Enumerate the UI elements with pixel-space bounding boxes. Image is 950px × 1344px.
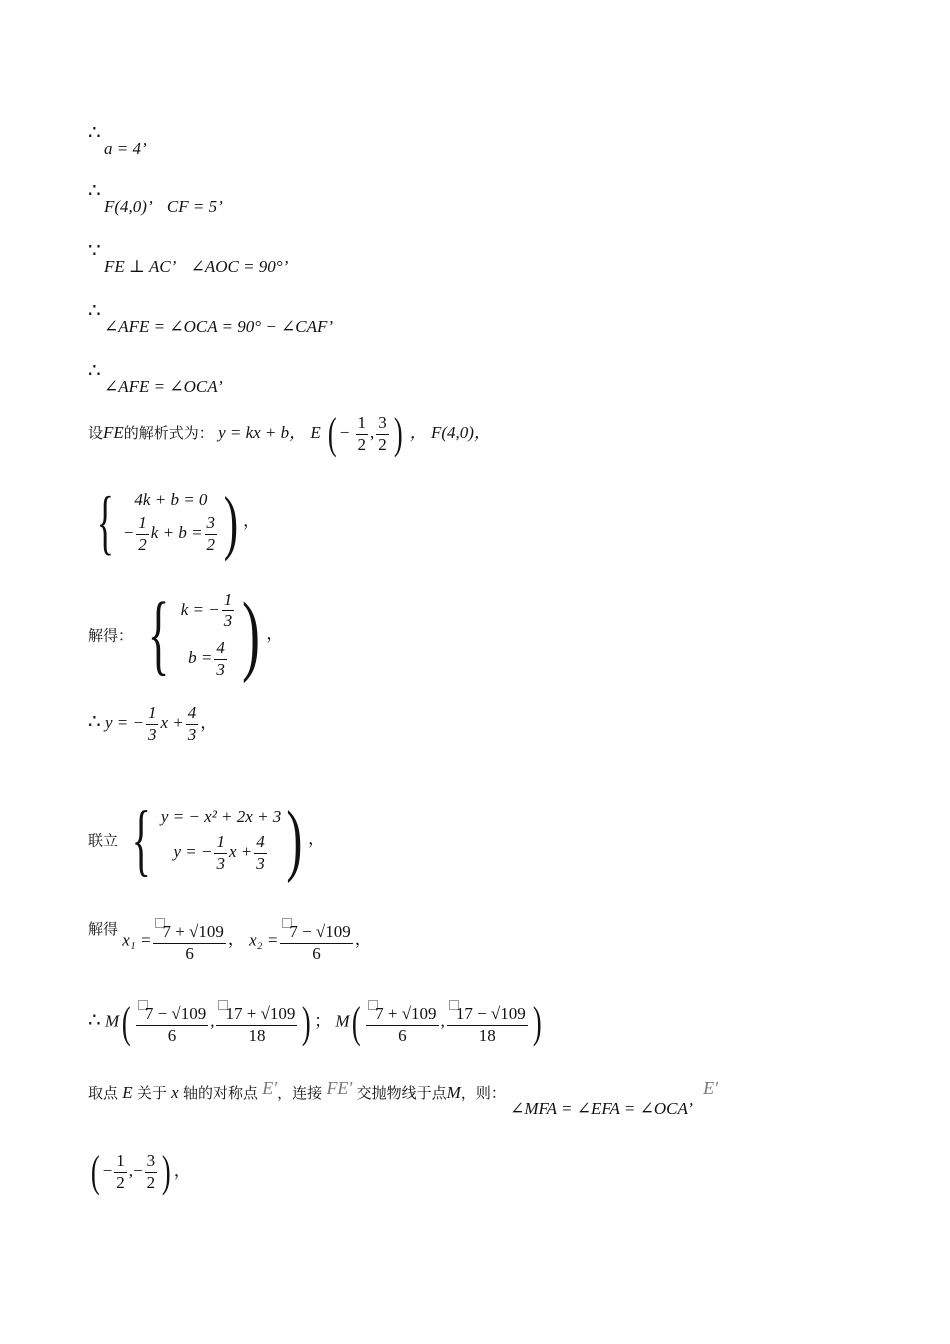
- numerator: [366, 1000, 438, 1026]
- text: E′: [703, 1078, 719, 1098]
- equation: ∠AFE = ∠OCA = 90° − ∠CAF’: [104, 317, 334, 336]
- text: 交抛物线于点: [356, 1084, 447, 1102]
- numerator: 3: [205, 514, 218, 535]
- text: y = −: [173, 841, 213, 861]
- denominator: 3: [216, 853, 225, 873]
- numerator: 1: [214, 833, 227, 854]
- fe-line-equation: [88, 704, 217, 744]
- fraction: [376, 414, 389, 454]
- text: E′: [262, 1078, 278, 1098]
- sign: −: [133, 1160, 143, 1180]
- text: y = −: [104, 713, 144, 733]
- text: M: [446, 1083, 461, 1102]
- angle-equation: ∠MFA = ∠EFA = ∠OCA’: [510, 1099, 693, 1118]
- close-paren: ): [286, 796, 303, 884]
- numerator-text: 7 + √109: [375, 1004, 437, 1023]
- text: ，: [354, 929, 372, 949]
- solution-k-b: [88, 585, 284, 684]
- close-paren: ): [223, 482, 239, 562]
- numerator: 1: [356, 414, 369, 435]
- denominator: 6: [167, 1025, 177, 1045]
- fraction: [254, 833, 267, 873]
- step-a-equals-4: [88, 120, 147, 159]
- system-rows: [161, 807, 281, 873]
- text: x: [171, 1083, 179, 1102]
- numerator: 4: [186, 704, 199, 725]
- system-row: [161, 833, 281, 873]
- numerator: 3: [145, 1152, 158, 1173]
- fraction: [136, 1000, 208, 1045]
- denominator: 3: [216, 659, 225, 679]
- close-paren: ): [242, 585, 261, 684]
- cf-length: CF = 5’: [166, 197, 223, 216]
- label: 联立: [88, 831, 119, 850]
- sign: −: [339, 422, 350, 442]
- text: ，: [307, 828, 325, 848]
- system-row: [123, 514, 219, 554]
- denominator: 2: [206, 534, 216, 554]
- point-f: F(4,0)’: [104, 197, 153, 216]
- text: 的解析式为：: [123, 423, 214, 442]
- system-rows: [123, 490, 219, 554]
- numerator-text: 7 + √109: [162, 922, 224, 941]
- denominator: 6: [185, 943, 194, 963]
- text: 关于: [136, 1084, 167, 1102]
- step-angle-equal: [88, 358, 223, 397]
- numerator: [447, 1000, 528, 1026]
- denominator: 3: [256, 853, 265, 873]
- equation: a = 4’: [104, 139, 147, 158]
- left-brace: {: [148, 585, 170, 684]
- step-angle-relation: [88, 298, 333, 337]
- text: 取点: [88, 1084, 119, 1102]
- close-paren: ): [393, 409, 403, 458]
- text: E: [122, 1083, 133, 1102]
- system-row: [181, 639, 237, 679]
- numerator: 1: [114, 1152, 127, 1173]
- fraction: [146, 704, 159, 744]
- numerator: [280, 918, 352, 944]
- text: ，: [173, 1160, 191, 1180]
- left-brace: {: [131, 796, 152, 884]
- text: ；: [314, 1011, 332, 1031]
- left-brace: {: [96, 482, 114, 562]
- point-f: ， F(4,0)，: [409, 422, 491, 442]
- text: ，: [243, 510, 261, 530]
- point-e-label: E: [310, 422, 321, 442]
- label: 解得: [88, 920, 119, 938]
- text: FE: [103, 422, 124, 442]
- close-paren: ): [302, 997, 312, 1047]
- e-prime-coordinates: ( − $\frac{1}{2}$ ,− $\frac{3}{2}$ ) ，: [90, 1147, 191, 1196]
- fraction: [153, 918, 225, 963]
- denominator: 6: [312, 943, 321, 963]
- therefore-symbol: ∴: [88, 711, 101, 734]
- numerator-text: 7 − √109: [289, 922, 351, 941]
- fraction: [447, 1000, 528, 1045]
- numerator-text: 17 − √109: [455, 1004, 526, 1023]
- system-row: y = − x² + 2x + 3: [160, 806, 282, 826]
- numerator: [136, 1000, 208, 1026]
- reflection-step: [88, 1078, 718, 1119]
- fraction: [216, 1000, 297, 1045]
- text: ，则：: [460, 1084, 506, 1102]
- text: b =: [188, 648, 213, 668]
- fraction: [356, 414, 369, 454]
- close-paren: ): [162, 1147, 171, 1196]
- denominator: 2: [146, 1172, 156, 1192]
- text: ，: [200, 713, 218, 733]
- because-symbol: ∵: [88, 240, 101, 262]
- therefore-symbol: ∴: [88, 360, 101, 382]
- open-paren: (: [352, 997, 362, 1047]
- therefore-symbol: ∴: [88, 300, 101, 322]
- sign: −: [122, 522, 135, 542]
- numerator: 1: [136, 514, 149, 535]
- denominator: 3: [223, 611, 233, 631]
- text: ，连接: [277, 1084, 323, 1102]
- open-paren: (: [90, 1147, 100, 1196]
- numerator-text: 17 + √109: [225, 1004, 296, 1023]
- fraction: [214, 639, 227, 679]
- text: 设: [88, 423, 104, 442]
- numerator: 4: [214, 639, 227, 660]
- text: ，: [227, 929, 245, 949]
- label: 解得：: [88, 626, 134, 645]
- right-angle-statement: ∠AOC = 90°’: [190, 257, 289, 276]
- perpendicular-statement: FE ⊥ AC’: [104, 257, 177, 276]
- text: 轴的对称点: [182, 1084, 258, 1102]
- numerator: 4: [254, 833, 267, 854]
- line-equation: y = kx + b，: [218, 422, 307, 442]
- equation-system-1: [88, 482, 261, 562]
- numerator-text: 7 − √109: [144, 1004, 207, 1023]
- numerator: [216, 1000, 297, 1026]
- x2-label: x₂ =: [249, 930, 279, 950]
- denominator: 2: [116, 1172, 125, 1192]
- fraction: [280, 918, 352, 963]
- fraction: [214, 833, 227, 873]
- text: ，: [266, 623, 284, 643]
- fraction: [205, 514, 218, 554]
- denominator: 2: [138, 534, 147, 554]
- system-row: [181, 591, 237, 631]
- text: x +: [228, 841, 253, 861]
- fraction: [366, 1000, 438, 1045]
- m-points: ∴ M( $\frac{7 - √109}{6}$ , $\frac{17 + √109}{18}$ ) ； M( $\frac{7 + √109}{6}$ , $\frac{17 - √109}{18}$ ): [88, 997, 542, 1047]
- fraction: [114, 1152, 127, 1192]
- denominator: 18: [478, 1025, 496, 1045]
- fraction: [145, 1152, 158, 1192]
- system-rows: [181, 591, 237, 680]
- step-f-point: [88, 178, 223, 217]
- fraction: [186, 704, 199, 744]
- therefore-symbol: ∴: [88, 180, 101, 202]
- denominator: 3: [187, 724, 197, 744]
- equation: ∠AFE = ∠OCA’: [104, 377, 223, 396]
- step-fe-expression: 设FE的解析式为： y = kx + b， E ( − $\frac{1}{2}$ , $\frac{3}{2}$ ) ， F(4,0)，: [88, 409, 491, 458]
- text: k + b =: [150, 522, 203, 542]
- text: x +: [160, 713, 184, 733]
- numerator: 3: [376, 414, 389, 435]
- denominator: 18: [248, 1025, 266, 1045]
- denominator: 2: [378, 434, 387, 454]
- sign: −: [102, 1160, 113, 1180]
- system-row: 4k + b = 0: [134, 489, 208, 509]
- numerator: 1: [222, 591, 235, 612]
- denominator: 3: [147, 724, 157, 744]
- text: k = −: [180, 599, 220, 619]
- denominator: 2: [357, 434, 367, 454]
- fraction: [222, 591, 235, 631]
- numerator: [153, 918, 225, 944]
- step-perpendicular: [88, 238, 288, 277]
- therefore-symbol: ∴: [88, 122, 101, 144]
- numerator: 1: [146, 704, 159, 725]
- text: FE′: [326, 1078, 353, 1098]
- joint-system: [88, 796, 325, 884]
- open-paren: (: [327, 409, 337, 458]
- close-paren: ): [532, 997, 542, 1047]
- point-m-label: M: [335, 1011, 350, 1031]
- point-m-label: M: [104, 1011, 120, 1031]
- therefore-symbol: ∴: [88, 1009, 101, 1032]
- fraction: [136, 514, 149, 554]
- denominator: 6: [398, 1025, 407, 1045]
- x1-label: x₁ =: [122, 930, 152, 950]
- solution-x: [88, 918, 372, 963]
- open-paren: (: [122, 997, 131, 1047]
